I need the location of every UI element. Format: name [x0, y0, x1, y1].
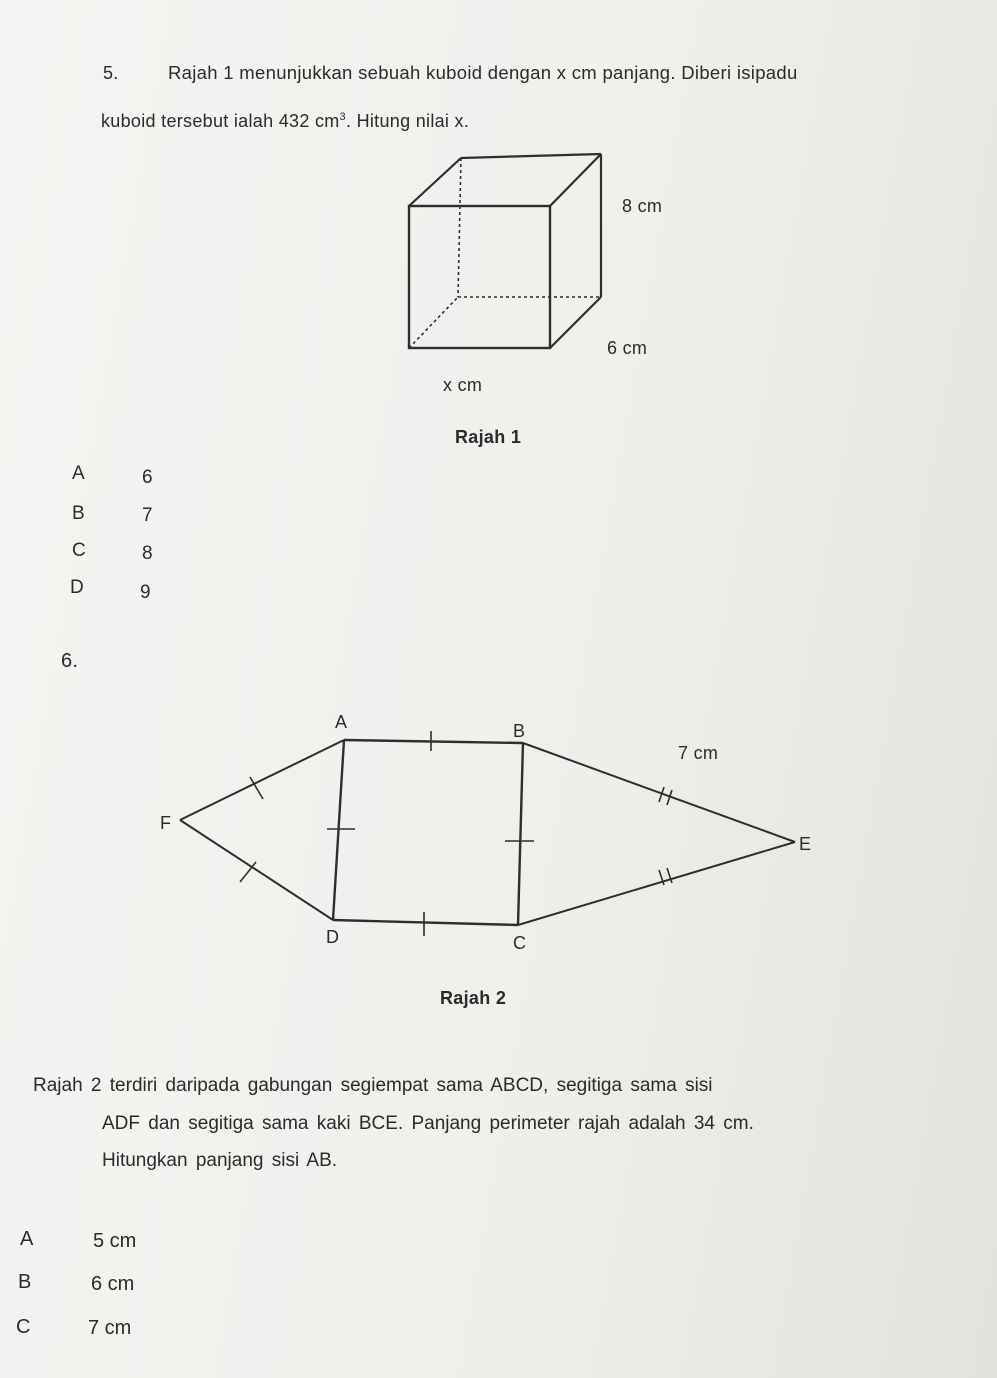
q5-option-a-letter: A — [72, 463, 85, 484]
side-CD — [333, 920, 518, 925]
q5-option-c-value: 8 — [142, 543, 153, 564]
question-6-para-line-2: ADF dan segitiga sama kaki BCE. Panjang perimeter rajah adalah 34 cm. — [102, 1113, 754, 1134]
label-height: 8 cm — [622, 196, 663, 216]
vertex-label-C: C — [513, 933, 527, 953]
question-5-number: 5. — [103, 63, 119, 83]
q5-option-c-letter: C — [72, 540, 86, 561]
vertex-label-A: A — [335, 712, 348, 732]
cuboid-hidden-vertical — [458, 158, 461, 297]
vertex-label-E: E — [799, 834, 812, 854]
cuboid-edge-bottom-right — [550, 297, 601, 348]
side-BC — [518, 743, 523, 925]
cuboid-edge-top-right — [550, 154, 601, 206]
q6-option-b-value: 6 cm — [91, 1273, 135, 1295]
question-5-line-1: Rajah 1 menunjukkan sebuah kuboid dengan x cm panjang. Diberi isipadu — [168, 62, 798, 83]
question-6-para-line-3: Hitungkan panjang sisi AB. — [102, 1150, 338, 1171]
question-5-line-2-pre: kuboid tersebut ialah 432 cm — [101, 111, 340, 131]
tick-marks — [240, 731, 672, 936]
cuboid-back-top — [461, 154, 601, 158]
q5-option-d-letter: D — [70, 577, 84, 598]
vertex-label-B: B — [513, 721, 526, 741]
label-width: 6 cm — [607, 338, 648, 358]
q6-option-c-letter: C — [16, 1316, 31, 1338]
cuboid-diagram — [409, 154, 601, 348]
q6-option-a-letter: A — [20, 1228, 34, 1250]
side-EC — [518, 842, 795, 925]
question-6-number: 6. — [61, 650, 79, 672]
composite-shape-diagram — [180, 740, 795, 925]
vertex-label-F: F — [160, 813, 172, 833]
label-length: x cm — [443, 375, 483, 395]
side-FD — [180, 820, 333, 920]
q5-option-d-value: 9 — [140, 582, 151, 603]
question-6-para-line-1: Rajah 2 terdiri daripada gabungan segiempat sama ABCD, segitiga sama sisi — [33, 1075, 713, 1096]
side-AB — [344, 740, 523, 743]
side-AF — [180, 740, 344, 820]
q5-option-b-value: 7 — [142, 505, 153, 526]
caption-rajah-2: Rajah 2 — [440, 988, 507, 1008]
side-length-label: 7 cm — [678, 743, 719, 763]
question-5-line-2-post: . Hitung nilai x. — [345, 111, 470, 131]
side-BE — [523, 743, 795, 842]
q5-option-a-value: 6 — [142, 467, 153, 488]
caption-rajah-1: Rajah 1 — [455, 427, 522, 447]
q6-option-b-letter: B — [18, 1271, 32, 1293]
cube-superscript: 3 — [339, 111, 346, 123]
side-DA — [333, 740, 344, 920]
q6-option-a-value: 5 cm — [93, 1230, 137, 1252]
cuboid-hidden-depth — [409, 297, 458, 348]
q6-option-c-value: 7 cm — [88, 1317, 132, 1339]
vertex-label-D: D — [326, 927, 340, 947]
cuboid-edge-top-left — [409, 158, 461, 206]
q5-option-b-letter: B — [72, 503, 85, 524]
